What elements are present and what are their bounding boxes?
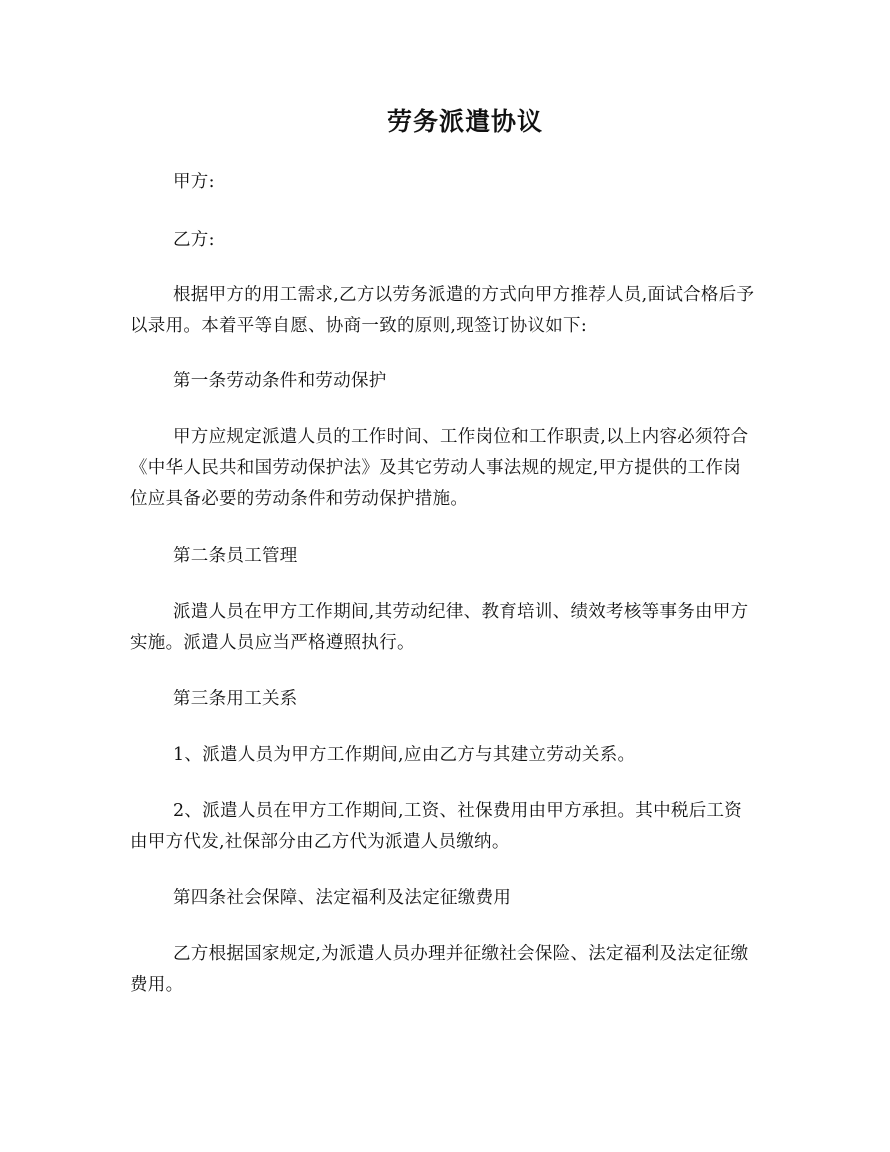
article4-paragraph: 乙方根据国家规定,为派遣人员办理并征缴社会保险、法定福利及法定征缴费用。 bbox=[130, 944, 749, 995]
article2-heading: 第二条员工管理 bbox=[173, 546, 298, 566]
article3-item2: 2、派遣人员在甲方工作期间,工资、社保费用由甲方承担。其中税后工资由甲方代发,社保部分由乙方代为派遣人员缴纳。 bbox=[130, 801, 743, 852]
article1-heading: 第一条劳动条件和劳动保护 bbox=[173, 371, 387, 391]
party-b-label: 乙方: bbox=[173, 230, 215, 250]
article4-heading: 第四条社会保障、法定福利及法定征缴费用 bbox=[173, 888, 512, 908]
document-title: 劳务派遣协议 bbox=[386, 107, 543, 136]
article1-paragraph: 甲方应规定派遣人员的工作时间、工作岗位和工作职责,以上内容必须符合《中华人民共和国劳动保护法》及其它劳动人事法规的规定,甲方提供的工作岗位应具备必要的劳动条件和劳动保护措施。 bbox=[130, 427, 749, 509]
party-a-label: 甲方: bbox=[173, 172, 215, 192]
article3-heading: 第三条用工关系 bbox=[173, 689, 298, 709]
article3-item1: 1、派遣人员为甲方工作期间,应由乙方与其建立劳动关系。 bbox=[173, 745, 636, 765]
intro-paragraph: 根据甲方的用工需求,乙方以劳务派遣的方式向甲方推荐人员,面试合格后予以录用。本着平等自愿、协商一致的原则,现签订协议如下: bbox=[130, 285, 755, 336]
article2-paragraph: 派遣人员在甲方工作期间,其劳动纪律、教育培训、绩效考核等事务由甲方实施。派遣人员应当严格遵照执行。 bbox=[130, 602, 749, 653]
